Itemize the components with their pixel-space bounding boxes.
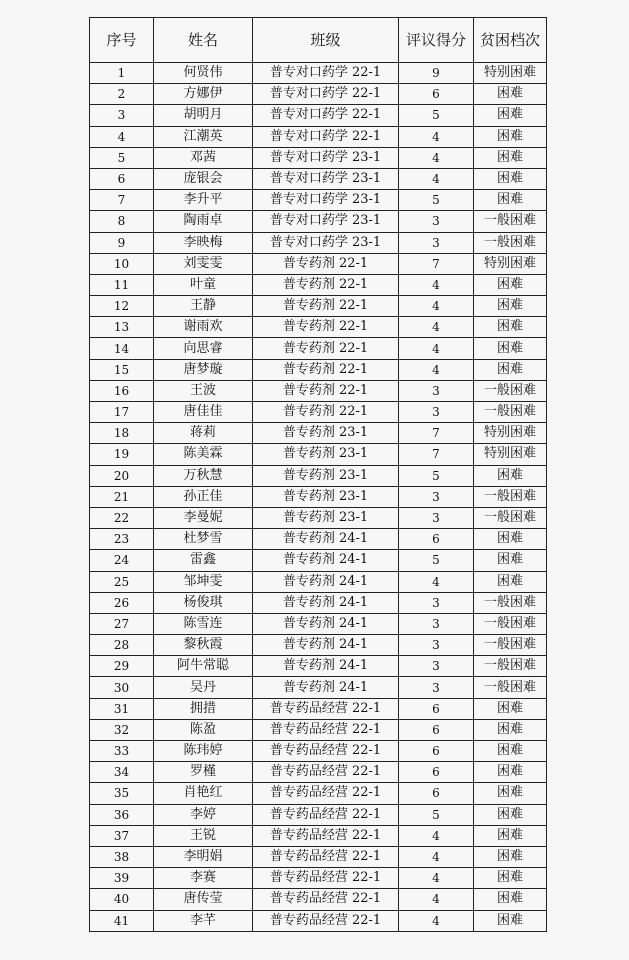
cell-level: 困难 <box>474 719 547 740</box>
cell-name: 吴丹 <box>154 677 253 698</box>
cell-class: 普专药剂 22-1 <box>253 402 399 423</box>
table-row <box>90 380 547 401</box>
cell-score: 4 <box>399 317 474 338</box>
cell-name: 李芊 <box>154 910 253 931</box>
cell-level: 困难 <box>474 762 547 783</box>
cell-score: 3 <box>399 656 474 677</box>
cell-class: 普专药剂 23-1 <box>253 444 399 465</box>
cell-class: 普专对口药学 23-1 <box>253 147 399 168</box>
table-row <box>90 274 547 295</box>
cell-score: 7 <box>399 253 474 274</box>
cell-name: 罗槿 <box>154 762 253 783</box>
cell-class: 普专对口药学 23-1 <box>253 190 399 211</box>
cell-name: 陈美霖 <box>154 444 253 465</box>
cell-level: 特别困难 <box>474 423 547 444</box>
cell-class: 普专药剂 22-1 <box>253 253 399 274</box>
header-score: 评议得分 <box>399 18 474 63</box>
cell-level: 困难 <box>474 105 547 126</box>
cell-score: 6 <box>399 84 474 105</box>
cell-class: 普专药品经营 22-1 <box>253 783 399 804</box>
cell-name: 唐佳佳 <box>154 402 253 423</box>
cell-name: 李升平 <box>154 190 253 211</box>
cell-class: 普专药品经营 22-1 <box>253 698 399 719</box>
table-row <box>90 338 547 359</box>
cell-name: 胡明月 <box>154 105 253 126</box>
cell-class: 普专药剂 24-1 <box>253 592 399 613</box>
table-row <box>90 741 547 762</box>
header-row <box>90 18 547 63</box>
cell-index: 32 <box>90 719 154 740</box>
cell-class: 普专药剂 24-1 <box>253 656 399 677</box>
table-row <box>90 613 547 634</box>
cell-class: 普专药品经营 22-1 <box>253 889 399 910</box>
cell-level: 困难 <box>474 190 547 211</box>
cell-name: 唐传莹 <box>154 889 253 910</box>
cell-level: 困难 <box>474 868 547 889</box>
cell-name: 孙正佳 <box>154 486 253 507</box>
cell-class: 普专药剂 22-1 <box>253 338 399 359</box>
cell-name: 陶雨卓 <box>154 211 253 232</box>
cell-name: 拥措 <box>154 698 253 719</box>
table-row <box>90 783 547 804</box>
cell-index: 29 <box>90 656 154 677</box>
table-row <box>90 868 547 889</box>
table-row <box>90 825 547 846</box>
cell-level: 一般困难 <box>474 613 547 634</box>
cell-score: 4 <box>399 846 474 867</box>
cell-score: 6 <box>399 783 474 804</box>
cell-index: 35 <box>90 783 154 804</box>
table-row <box>90 656 547 677</box>
cell-level: 一般困难 <box>474 635 547 656</box>
cell-name: 谢雨欢 <box>154 317 253 338</box>
cell-score: 3 <box>399 592 474 613</box>
cell-level: 困难 <box>474 741 547 762</box>
cell-level: 困难 <box>474 126 547 147</box>
cell-index: 40 <box>90 889 154 910</box>
table-row <box>90 592 547 613</box>
table-row <box>90 317 547 338</box>
table-row <box>90 698 547 719</box>
cell-level: 困难 <box>474 910 547 931</box>
cell-index: 33 <box>90 741 154 762</box>
cell-class: 普专药剂 22-1 <box>253 274 399 295</box>
cell-class: 普专对口药学 22-1 <box>253 105 399 126</box>
cell-index: 11 <box>90 274 154 295</box>
table-row <box>90 635 547 656</box>
table-row <box>90 168 547 189</box>
cell-name: 雷鑫 <box>154 550 253 571</box>
cell-score: 6 <box>399 762 474 783</box>
cell-score: 4 <box>399 359 474 380</box>
cell-class: 普专药品经营 22-1 <box>253 910 399 931</box>
cell-index: 34 <box>90 762 154 783</box>
cell-score: 5 <box>399 550 474 571</box>
cell-index: 24 <box>90 550 154 571</box>
cell-class: 普专药品经营 22-1 <box>253 868 399 889</box>
table-row <box>90 84 547 105</box>
cell-index: 20 <box>90 465 154 486</box>
cell-level: 困难 <box>474 317 547 338</box>
cell-class: 普专对口药学 23-1 <box>253 232 399 253</box>
cell-name: 黎秋霞 <box>154 635 253 656</box>
cell-name: 方娜伊 <box>154 84 253 105</box>
cell-score: 6 <box>399 529 474 550</box>
cell-score: 7 <box>399 444 474 465</box>
cell-index: 5 <box>90 147 154 168</box>
cell-index: 9 <box>90 232 154 253</box>
cell-score: 4 <box>399 571 474 592</box>
cell-level: 困难 <box>474 84 547 105</box>
cell-level: 困难 <box>474 529 547 550</box>
cell-class: 普专药品经营 22-1 <box>253 741 399 762</box>
cell-class: 普专药剂 23-1 <box>253 507 399 528</box>
cell-name: 李曼妮 <box>154 507 253 528</box>
cell-score: 4 <box>399 126 474 147</box>
cell-name: 李明娟 <box>154 846 253 867</box>
cell-score: 3 <box>399 677 474 698</box>
cell-score: 6 <box>399 698 474 719</box>
cell-level: 困难 <box>474 274 547 295</box>
cell-score: 7 <box>399 423 474 444</box>
cell-class: 普专药剂 24-1 <box>253 529 399 550</box>
table-row <box>90 762 547 783</box>
cell-index: 14 <box>90 338 154 359</box>
table-row <box>90 147 547 168</box>
cell-name: 陈盈 <box>154 719 253 740</box>
cell-index: 23 <box>90 529 154 550</box>
cell-name: 陈雪连 <box>154 613 253 634</box>
cell-level: 困难 <box>474 168 547 189</box>
cell-class: 普专药剂 22-1 <box>253 380 399 401</box>
table-row <box>90 253 547 274</box>
cell-index: 26 <box>90 592 154 613</box>
table-row <box>90 910 547 931</box>
cell-level: 困难 <box>474 804 547 825</box>
cell-level: 特别困难 <box>474 253 547 274</box>
cell-class: 普专药剂 22-1 <box>253 296 399 317</box>
cell-index: 15 <box>90 359 154 380</box>
cell-name: 李婷 <box>154 804 253 825</box>
cell-level: 特别困难 <box>474 444 547 465</box>
cell-level: 困难 <box>474 465 547 486</box>
cell-score: 3 <box>399 232 474 253</box>
cell-level: 困难 <box>474 889 547 910</box>
cell-index: 4 <box>90 126 154 147</box>
cell-level: 一般困难 <box>474 592 547 613</box>
table-row <box>90 190 547 211</box>
cell-level: 困难 <box>474 846 547 867</box>
cell-class: 普专对口药学 22-1 <box>253 84 399 105</box>
cell-index: 25 <box>90 571 154 592</box>
table-row <box>90 444 547 465</box>
cell-class: 普专药剂 22-1 <box>253 317 399 338</box>
cell-class: 普专药品经营 22-1 <box>253 762 399 783</box>
cell-name: 庞银会 <box>154 168 253 189</box>
cell-level: 一般困难 <box>474 402 547 423</box>
table-row <box>90 359 547 380</box>
cell-index: 31 <box>90 698 154 719</box>
table-row <box>90 296 547 317</box>
cell-name: 叶童 <box>154 274 253 295</box>
cell-level: 困难 <box>474 825 547 846</box>
table-row <box>90 465 547 486</box>
poverty-rating-table <box>89 17 547 932</box>
cell-score: 4 <box>399 338 474 359</box>
cell-score: 4 <box>399 147 474 168</box>
table-row <box>90 571 547 592</box>
cell-score: 9 <box>399 63 474 84</box>
cell-score: 5 <box>399 190 474 211</box>
cell-level: 特别困难 <box>474 63 547 84</box>
cell-level: 一般困难 <box>474 380 547 401</box>
cell-index: 22 <box>90 507 154 528</box>
cell-score: 3 <box>399 211 474 232</box>
cell-index: 12 <box>90 296 154 317</box>
cell-level: 困难 <box>474 698 547 719</box>
cell-level: 困难 <box>474 147 547 168</box>
cell-name: 王锐 <box>154 825 253 846</box>
cell-score: 3 <box>399 402 474 423</box>
cell-level: 一般困难 <box>474 232 547 253</box>
cell-score: 3 <box>399 507 474 528</box>
cell-name: 万秋慧 <box>154 465 253 486</box>
cell-score: 4 <box>399 910 474 931</box>
cell-name: 邓茜 <box>154 147 253 168</box>
table-row <box>90 486 547 507</box>
table-row <box>90 423 547 444</box>
cell-score: 5 <box>399 105 474 126</box>
cell-score: 3 <box>399 486 474 507</box>
cell-index: 10 <box>90 253 154 274</box>
table-row <box>90 550 547 571</box>
table-row <box>90 126 547 147</box>
cell-score: 3 <box>399 635 474 656</box>
cell-score: 4 <box>399 868 474 889</box>
cell-name: 阿牛常聪 <box>154 656 253 677</box>
cell-name: 杜梦雪 <box>154 529 253 550</box>
table-row <box>90 719 547 740</box>
cell-index: 1 <box>90 63 154 84</box>
cell-index: 19 <box>90 444 154 465</box>
cell-index: 21 <box>90 486 154 507</box>
cell-class: 普专药品经营 22-1 <box>253 719 399 740</box>
cell-class: 普专对口药学 23-1 <box>253 211 399 232</box>
cell-index: 38 <box>90 846 154 867</box>
table-row <box>90 402 547 423</box>
cell-level: 一般困难 <box>474 507 547 528</box>
cell-name: 王波 <box>154 380 253 401</box>
cell-index: 13 <box>90 317 154 338</box>
cell-index: 3 <box>90 105 154 126</box>
header-level: 贫困档次 <box>474 18 547 63</box>
cell-level: 困难 <box>474 359 547 380</box>
cell-level: 困难 <box>474 296 547 317</box>
cell-level: 一般困难 <box>474 656 547 677</box>
cell-class: 普专药剂 23-1 <box>253 465 399 486</box>
cell-score: 4 <box>399 274 474 295</box>
table-row <box>90 846 547 867</box>
header-name: 姓名 <box>154 18 253 63</box>
cell-index: 27 <box>90 613 154 634</box>
cell-index: 17 <box>90 402 154 423</box>
cell-index: 7 <box>90 190 154 211</box>
cell-class: 普专对口药学 23-1 <box>253 168 399 189</box>
cell-name: 刘雯雯 <box>154 253 253 274</box>
cell-level: 困难 <box>474 550 547 571</box>
cell-class: 普专药品经营 22-1 <box>253 804 399 825</box>
cell-class: 普专药剂 24-1 <box>253 571 399 592</box>
cell-score: 4 <box>399 889 474 910</box>
table-row <box>90 677 547 698</box>
cell-score: 4 <box>399 168 474 189</box>
cell-class: 普专药剂 24-1 <box>253 635 399 656</box>
cell-index: 2 <box>90 84 154 105</box>
cell-level: 困难 <box>474 783 547 804</box>
header-index: 序号 <box>90 18 154 63</box>
cell-name: 陈玮婷 <box>154 741 253 762</box>
cell-index: 16 <box>90 380 154 401</box>
cell-name: 江潮英 <box>154 126 253 147</box>
cell-index: 6 <box>90 168 154 189</box>
cell-name: 何贤伟 <box>154 63 253 84</box>
cell-class: 普专药剂 23-1 <box>253 486 399 507</box>
cell-score: 3 <box>399 380 474 401</box>
table-row <box>90 232 547 253</box>
cell-name: 王静 <box>154 296 253 317</box>
cell-name: 李映梅 <box>154 232 253 253</box>
cell-score: 5 <box>399 804 474 825</box>
cell-index: 28 <box>90 635 154 656</box>
cell-class: 普专药品经营 22-1 <box>253 846 399 867</box>
cell-name: 唐梦璇 <box>154 359 253 380</box>
cell-index: 37 <box>90 825 154 846</box>
cell-class: 普专药剂 24-1 <box>253 613 399 634</box>
cell-name: 杨俊琪 <box>154 592 253 613</box>
cell-level: 困难 <box>474 338 547 359</box>
cell-index: 39 <box>90 868 154 889</box>
table-row <box>90 889 547 910</box>
cell-level: 困难 <box>474 571 547 592</box>
cell-score: 3 <box>399 613 474 634</box>
cell-class: 普专对口药学 22-1 <box>253 126 399 147</box>
cell-index: 36 <box>90 804 154 825</box>
table-row <box>90 507 547 528</box>
cell-score: 4 <box>399 296 474 317</box>
cell-level: 一般困难 <box>474 677 547 698</box>
table-row <box>90 105 547 126</box>
cell-class: 普专药剂 22-1 <box>253 359 399 380</box>
cell-score: 5 <box>399 465 474 486</box>
cell-index: 41 <box>90 910 154 931</box>
cell-name: 邹坤雯 <box>154 571 253 592</box>
cell-name: 李赛 <box>154 868 253 889</box>
cell-name: 向思睿 <box>154 338 253 359</box>
cell-score: 6 <box>399 741 474 762</box>
header-class: 班级 <box>253 18 399 63</box>
cell-class: 普专药剂 23-1 <box>253 423 399 444</box>
cell-index: 30 <box>90 677 154 698</box>
table-row <box>90 804 547 825</box>
cell-score: 6 <box>399 719 474 740</box>
cell-level: 一般困难 <box>474 211 547 232</box>
table-row <box>90 63 547 84</box>
cell-class: 普专对口药学 22-1 <box>253 63 399 84</box>
cell-name: 肖艳红 <box>154 783 253 804</box>
cell-class: 普专药品经营 22-1 <box>253 825 399 846</box>
table-row <box>90 529 547 550</box>
cell-index: 18 <box>90 423 154 444</box>
table-row <box>90 211 547 232</box>
cell-class: 普专药剂 24-1 <box>253 677 399 698</box>
cell-class: 普专药剂 24-1 <box>253 550 399 571</box>
cell-index: 8 <box>90 211 154 232</box>
table-body <box>90 63 547 932</box>
cell-score: 4 <box>399 825 474 846</box>
cell-level: 一般困难 <box>474 486 547 507</box>
cell-name: 蒋莉 <box>154 423 253 444</box>
